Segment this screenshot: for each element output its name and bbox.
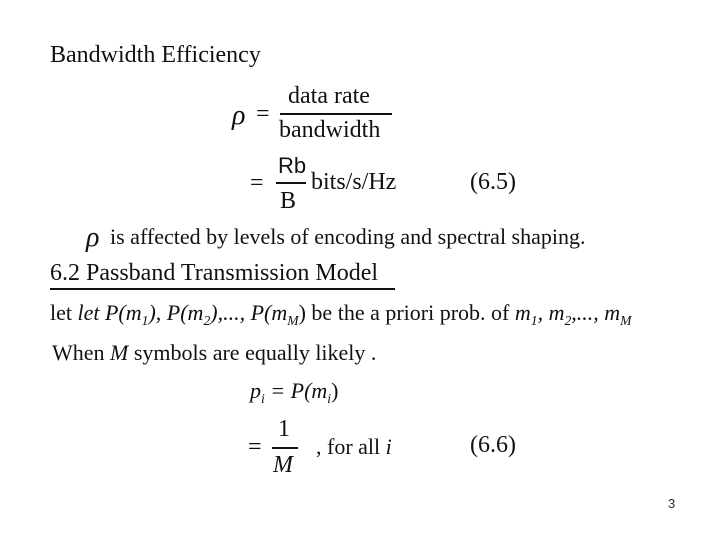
section-heading-passband-model: 6.2 Passband Transmission Model xyxy=(50,260,379,286)
for-all-i: , for all i xyxy=(316,434,392,459)
m-list: $m_1$, $m_2$,..., $m_M$ xyxy=(514,300,632,328)
apriori-text: ) be the a priori prob. of xyxy=(298,300,510,325)
fraction-numerator-one: 1 xyxy=(278,416,290,442)
rho-symbol: ρ xyxy=(232,100,246,131)
fraction-denominator-b: B xyxy=(280,188,297,214)
equation-number-6-6: (6.6) xyxy=(470,432,516,458)
rho-note-text: is affected by levels of encoding and spectral shaping. xyxy=(110,224,586,249)
equals-sign-2: = xyxy=(250,170,264,196)
fraction-denominator: bandwidth xyxy=(279,117,381,143)
fraction-bar xyxy=(280,113,392,115)
fraction-bar-2 xyxy=(276,182,306,184)
equally-likely-line: When M symbols are equally likely . xyxy=(52,340,377,365)
p-m-1: let $P(m_1)$, $P(m_2)$,..., $P(m_M$ xyxy=(77,300,299,328)
fraction-bar-3 xyxy=(272,447,298,449)
section-heading-bandwidth-efficiency: Bandwidth Efficiency xyxy=(50,42,261,68)
page-number: 3 xyxy=(668,496,676,511)
pi-definition: $p_i = P(m_i)$ xyxy=(250,378,339,406)
units-label: bits/s/Hz xyxy=(311,169,397,195)
apriori-probability-line: let let $P(m_1)$, $P(m_2)$,..., $P(m_M)$ be the a priori prob. of $m_1$, $m_2$,..., $m_M$ xyxy=(50,300,632,328)
fraction-numerator-rb: Rb xyxy=(278,153,307,178)
fraction-numerator: data rate xyxy=(288,83,370,109)
rho-symbol-note: ρ xyxy=(86,222,100,253)
equation-number-6-5: (6.5) xyxy=(470,169,516,195)
equals-sign-3: = xyxy=(248,434,262,460)
fraction-denominator-m: M xyxy=(273,452,293,478)
equals-sign: = xyxy=(256,101,270,127)
heading-underline xyxy=(50,288,395,290)
